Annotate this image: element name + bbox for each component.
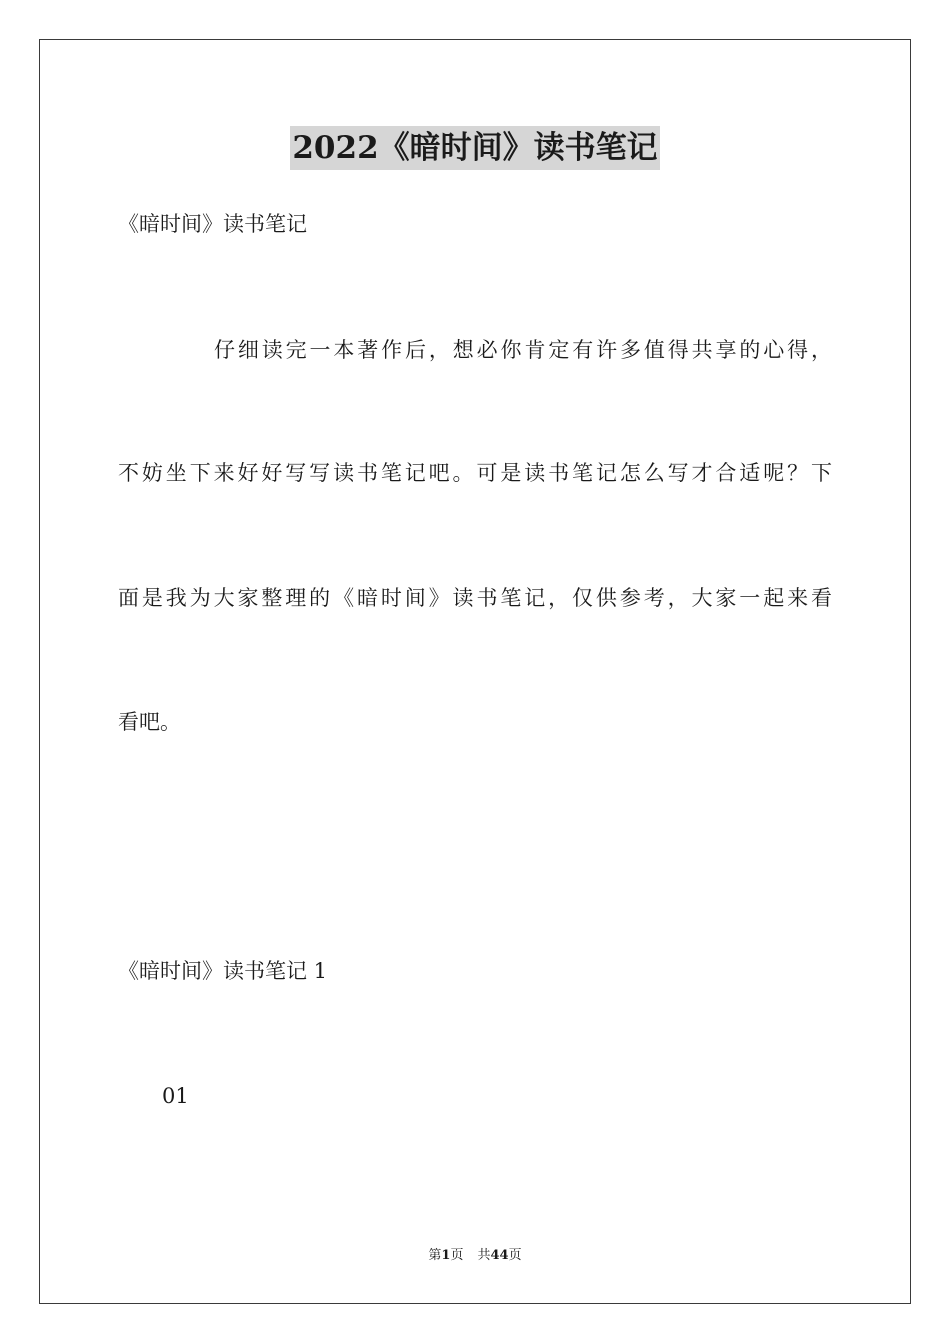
section-heading: 《暗时间》读书笔记 1 — [118, 959, 328, 983]
document-title: 2022《暗时间》读书笔记 — [290, 126, 659, 170]
footer-total-prefix: 共 — [477, 1248, 491, 1263]
section-number: 01 — [162, 1084, 189, 1108]
intro-line-1: 仔细读完一本著作后，想必你肯定有许多值得共享的心得， — [214, 338, 832, 362]
intro-line-2: 不妨坐下来好好写写读书笔记吧。可是读书笔记怎么写才合适呢？下 — [118, 461, 832, 485]
footer-page-suffix: 页 — [450, 1248, 464, 1263]
document-subtitle: 《暗时间》读书笔记 — [118, 212, 307, 236]
intro-line-3: 面是我为大家整理的《暗时间》读书笔记，仅供参考，大家一起来看 — [118, 586, 832, 610]
footer-page-current: 1 — [441, 1248, 451, 1263]
footer-total-suffix: 页 — [508, 1248, 522, 1263]
footer-page-total: 44 — [490, 1248, 509, 1263]
title-container — [0, 126, 950, 170]
footer-page-prefix: 第 — [428, 1248, 442, 1263]
page-footer — [0, 1247, 950, 1265]
intro-line-4: 看吧。 — [118, 710, 181, 734]
